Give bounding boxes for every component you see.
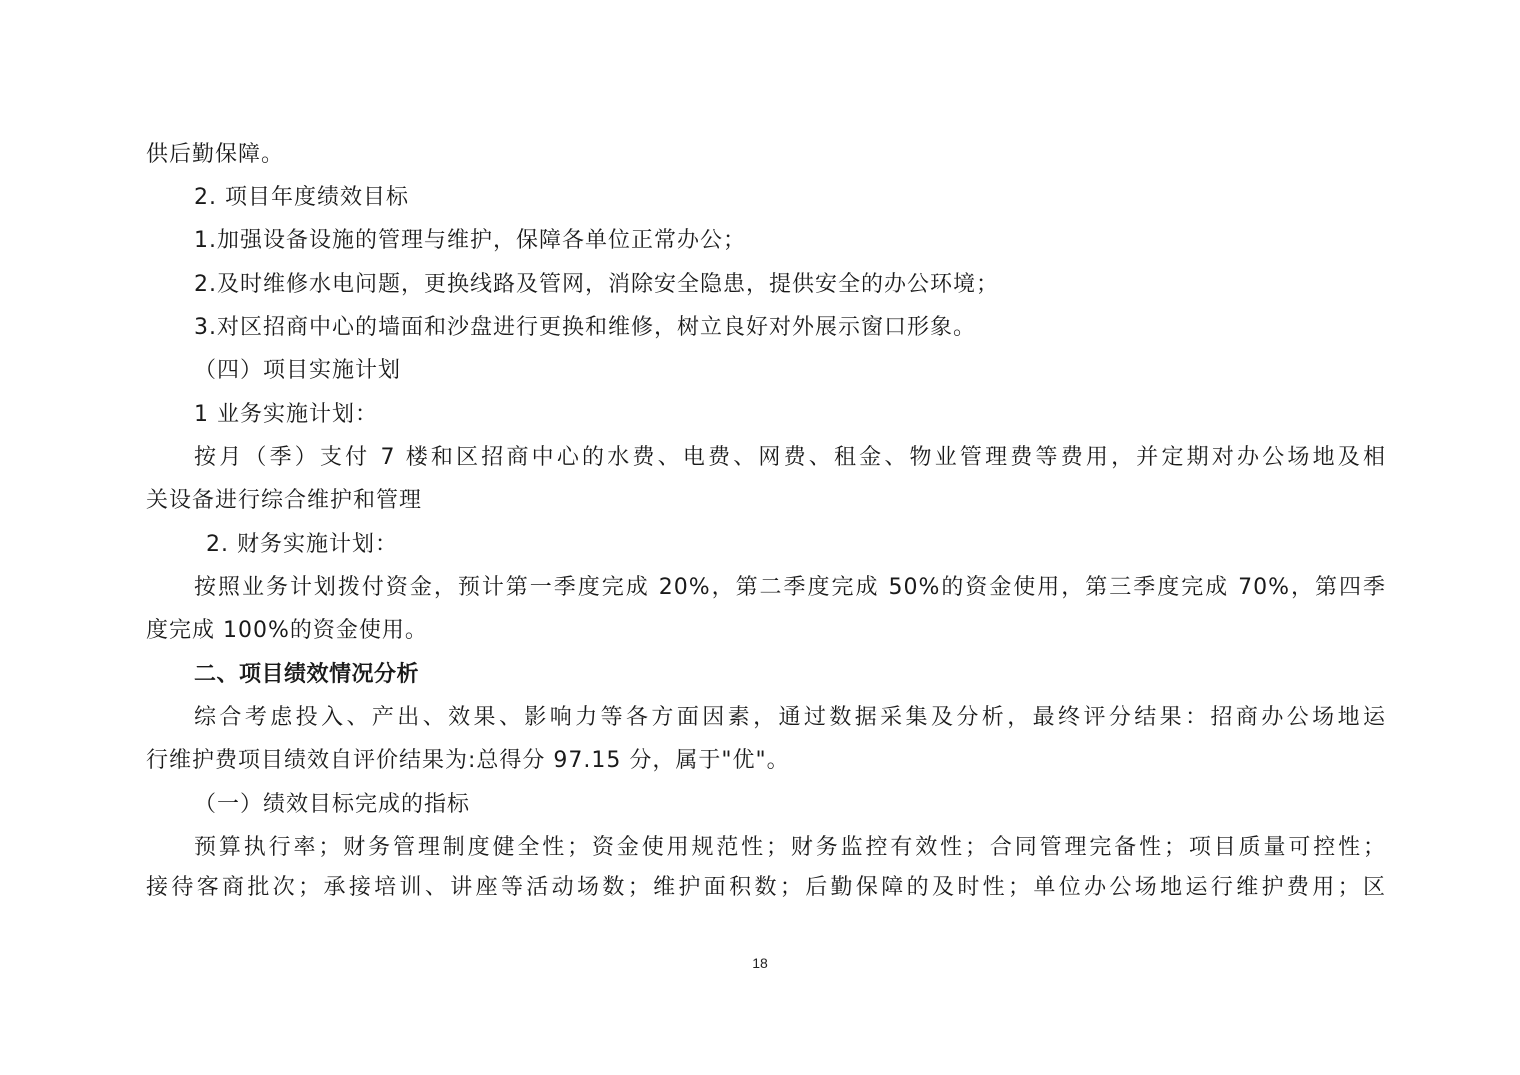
list-item: 1.加强设备设施的管理与维护，保障各单位正常办公； [194, 228, 746, 253]
subsection-heading: 1 业务实施计划： [194, 402, 378, 427]
list-item: 2.及时维修水电问题，更换线路及管网，消除安全隐患，提供安全的办公环境； [194, 272, 999, 297]
list-item: 3.对区招商中心的墙面和沙盘进行更换和维修，树立良好对外展示窗口形象。 [194, 315, 976, 340]
section-heading: （四）项目实施计划 [194, 358, 402, 383]
body-text-line: 按照业务计划拨付资金，预计第一季度完成 20%，第二季度完成 50%的资金使用，第三季度完成 70%，第四季 [194, 575, 1386, 600]
body-text-line: 度完成 100%的资金使用。 [146, 618, 428, 643]
body-text-line: 按月（季）支付 7 楼和区招商中心的水费、电费、网费、租金、物业管理费等费用，并定期对办公场地及相 [194, 445, 1386, 470]
chapter-heading: 二、项目绩效情况分析 [194, 662, 420, 687]
body-text-line: 关设备进行综合维护和管理 [146, 488, 423, 513]
section-heading: （一）绩效目标完成的指标 [194, 792, 471, 817]
subsection-heading: 2. 财务实施计划： [206, 532, 398, 557]
body-text-line: 接待客商批次；承接培训、讲座等活动场数；维护面积数；后勤保障的及时性；单位办公场地运行维护费用；区 [146, 875, 1386, 900]
subsection-heading: 2. 项目年度绩效目标 [194, 185, 409, 210]
body-text-line: 供后勤保障。 [146, 142, 285, 167]
body-text-line: 行维护费项目绩效自评价结果为:总得分 97.15 分，属于"优"。 [146, 748, 790, 773]
page-number: 18 [752, 955, 768, 971]
body-text-line: 综合考虑投入、产出、效果、影响力等各方面因素，通过数据采集及分析，最终评分结果：招商办公场地运 [194, 705, 1386, 730]
body-text-line: 预算执行率；财务管理制度健全性；资金使用规范性；财务监控有效性；合同管理完备性；项目质量可控性； [194, 835, 1386, 860]
